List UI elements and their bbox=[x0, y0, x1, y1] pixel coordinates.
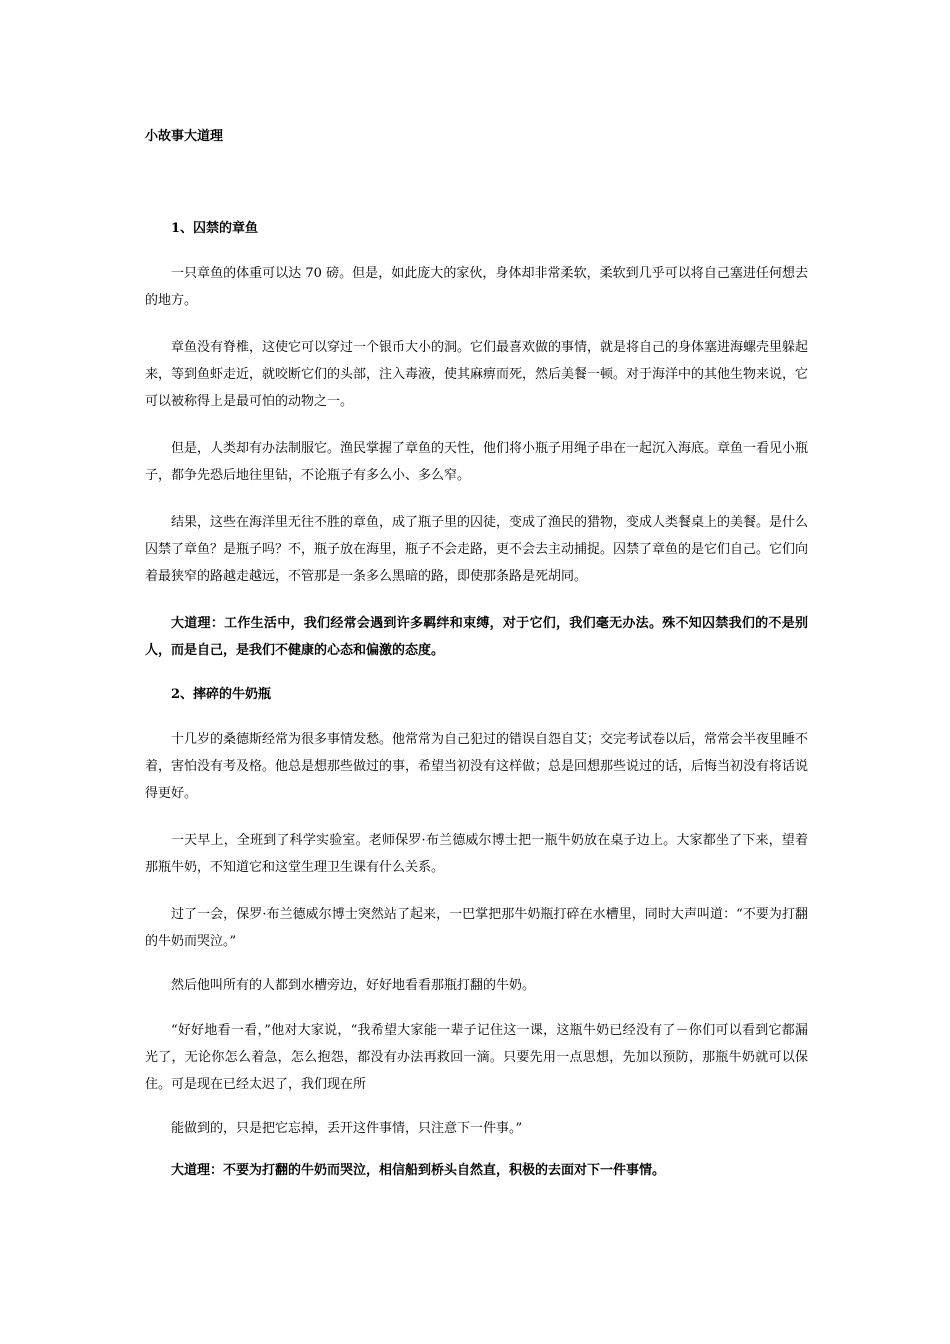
section-heading: 2、摔碎的牛奶瓶 bbox=[171, 687, 272, 702]
section-heading: 1、囚禁的章鱼 bbox=[171, 221, 259, 236]
document-title: 小故事大道理 bbox=[145, 129, 224, 144]
moral-paragraph: 大道理：工作生活中，我们经常会遇到许多羁绊和束缚，对于它们，我们毫无办法。殊不知囚禁我们的不是别人，而是自己，是我们不健康的心态和偏激的态度。 bbox=[145, 616, 808, 658]
paragraph: 一天早上，全班到了科学实验室。老师保罗·布兰德威尔博士把一瓶牛奶放在桌子边上。大家都坐了下来，望着那瓶牛奶，不知道它和这堂生理卫生课有什么关系。 bbox=[145, 833, 808, 875]
paragraph: “好好地看一看，”他对大家说，“我希望大家能一辈子记住这一课，这瓶牛奶已经没有了－你们可以看到它都漏光了，无论你怎么着急，怎么抱怨，都没有办法再救回一滴。只要先用一点思想，先加以预防，那瓶牛奶就可以保住。可是现在已经太迟了，我们现在所 bbox=[145, 1023, 808, 1092]
paragraph: 一只章鱼的体重可以达 70 磅。但是，如此庞大的家伙，身体却非常柔软，柔软到几乎可以将自己塞进任何想去的地方。 bbox=[145, 266, 808, 308]
section-milk-bottle bbox=[145, 684, 808, 1182]
document-body bbox=[145, 218, 808, 1202]
paragraph: 章鱼没有脊椎，这使它可以穿过一个银币大小的洞。它们最喜欢做的事情，就是将自己的身体塞进海螺壳里躲起来，等到鱼虾走近，就咬断它们的头部，注入毒液，使其麻痹而死，然后美餐一顿。对于海洋中的其他生物来说，它可以被称得上是最可怕的动物之一。 bbox=[145, 340, 809, 409]
paragraph: 结果，这些在海洋里无往不胜的章鱼，成了瓶子里的囚徒，变成了渔民的猎物，变成人类餐桌上的美餐。是什么囚禁了章鱼？是瓶子吗？不，瓶子放在海里，瓶子不会走路，更不会去主动捕捉。囚禁了章鱼的是它们自己。它们向着最狭窄的路越走越远，不管那是一条多么黑暗的路，即使那条路是死胡同。 bbox=[145, 515, 809, 584]
moral-paragraph: 大道理：不要为打翻的牛奶而哭泣，相信船到桥头自然直，积极的去面对下一件事情。 bbox=[171, 1163, 666, 1178]
paragraph: 十几岁的桑德斯经常为很多事情发愁。他常常为自己犯过的错误自怨自艾；交完考试卷以后，常常会半夜里睡不着，害怕没有考及格。他总是想那些做过的事，希望当初没有这样做；总是回想那些说过的话，后悔当初没有将话说得更好。 bbox=[145, 732, 809, 801]
section-octopus bbox=[145, 218, 808, 664]
paragraph: 然后他叫所有的人都到水槽旁边，好好地看看那瓶打翻的牛奶。 bbox=[171, 978, 536, 993]
paragraph: 能做到的，只是把它忘掉，丢开这件事情，只注意下一件事。” bbox=[171, 1121, 523, 1136]
paragraph: 过了一会，保罗·布兰德威尔博士突然站了起来，一巴掌把那牛奶瓶打碎在水槽里，同时大声叫道：“不要为打翻的牛奶而哭泣。” bbox=[145, 907, 808, 949]
paragraph: 但是，人类却有办法制服它。渔民掌握了章鱼的天性，他们将小瓶子用绳子串在一起沉入海底。章鱼一看见小瓶子，都争先恐后地往里钻，不论瓶子有多么小、多么窄。 bbox=[145, 441, 809, 483]
